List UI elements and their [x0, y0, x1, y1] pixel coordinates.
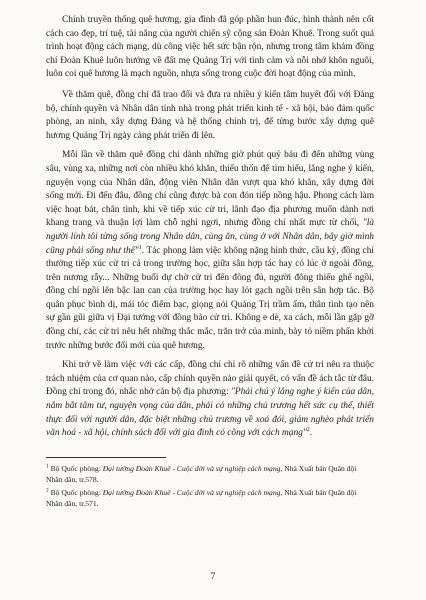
footnote-2-title: Đại tướng Đoàn Khuê - Cuộc đời và sự nghiệp cách mạng: [102, 488, 281, 498]
footnote-1-publisher: , Nhà Xuất bản Quân đội Nhân dân, tr.578.: [46, 463, 357, 484]
paragraph-3-quote: "là người lính tôi từng sống trong Nhân dân, cùng ăn, cùng ở với Nhân dân, bây giờ mình cũng phải sống như thế": [46, 218, 374, 256]
footnote-2: [46, 488, 374, 510]
footnote-2-number: 2: [46, 487, 49, 494]
footnote-ref-2: 2: [306, 427, 310, 434]
footnote-divider: [46, 457, 166, 458]
paragraph-3-text-before-quote: Mỗi lần về thăm quê đồng chí dành những giờ phút quý báu đi đến những vùng sâu, vùng xa, những nơi còn nhiều khó khăn, thiếu thốn để tìm hiểu, lắng nghe ý kiến, nguyện vọng của Nhân dân, động viên Nhân dân vượt qua khó khăn, xây dựng đời sống mới. Đi đến đâu, đồng chí cũng được bà con đón tiếp nồng hậu. Phong cách làm việc hoạt bát, chân tình, khi về tiếp xúc cử tri, lãnh đạo địa phương muốn dành nơi khang trang và thuận lợi làm chỗ nghỉ ngơi, nhưng đồng chí nhất mực từ chối,: [46, 150, 374, 229]
footnote-1-source: Bộ Quốc phòng:: [48, 463, 103, 473]
footnote-1-number: 1: [46, 463, 49, 470]
footnote-1: [46, 464, 374, 486]
paragraph-4: [46, 359, 374, 441]
footnote-2-source: Bộ Quốc phòng:: [48, 488, 103, 498]
footnote-1-title: Đại tướng Đoàn Khuê - Cuộc đời và sự nghiệp cách mạng: [102, 463, 281, 473]
paragraph-1: Chính truyền thống quê hương, gia đình đã góp phần hun đúc, hình thành nên cốt cách cao đẹp, trí tuệ, tài năng của người chiến sỹ cộng sản Đoàn Khuê. Trong suốt quá trình hoạt động cách mạng, dù công việc hết sức bận rộn, nhưng trong tâm khảm đồng chí Đoàn Khuê luôn hướng về đất mẹ Quảng Trị với tình cảm và nỗi nhớ khôn nguôi, luôn coi quê hương là mạch nguồn, nhựa sống trong cuộc đời hoạt động của mình.: [46, 15, 374, 80]
paragraph-3: [46, 149, 374, 353]
paragraph-4-quote: "Phải chú ý lắng nghe ý kiến của dân, nắm bắt tâm tư, nguyện vọng của dân, phải có những chủ trương hết sức cụ thể, thiết thực đối với người dân, đặc biệt những chủ trương về xoá đói, giảm nghèo phát triển văn hoá - xã hội, chính sách đối với gia đình có công với cách mạng": [46, 387, 374, 439]
page-number: 7: [210, 572, 216, 582]
footnote-2-publisher: , Nhà Xuất bản Quân đội Nhân dân, tr.571.: [46, 488, 357, 509]
paragraph-2: Về thăm quê, đồng chí đã trao đổi và đưa ra nhiều ý kiến tâm huyết đối với Đảng bộ, chính quyền và Nhân dân tỉnh nhà trong phát triển kinh tế - xã hội, bảo đảm quốc phòng, an ninh, xây dựng Đảng và hệ thống chính trị, để từng bước xây dựng quê hương Quảng Trị ngày càng phát triển đi lên.: [46, 89, 374, 141]
paragraph-4-text-after-quote: .: [309, 428, 313, 439]
footnote-ref-1: 1: [138, 244, 142, 251]
paragraph-3-text-after-quote: . Tác phong làm việc không nặng hình thức, cầu kỳ, đồng chí thường tiếp xúc cử tri cả trong trường học, giữa sân hợp tác hay có lúc ở ngoài đồng, trên nương rẫy... Những buổi dự chờ cử tri đến đông đủ, người đông thiếu ghế ngồi, đồng chí ngồi lên bậc lan can của trường học hay lót gạch ngồi trên sân hợp tác. Bộ quân phục bình dị, mái tóc điểm bạc, giọng nói Quảng Trị trầm ấm, thân tình tạo nên sự gần gũi giữa vị Đại tướng với đồng bào cử tri. Không e dè, xa cách, mỗi lần gặp gỡ đồng chí, các cử tri nêu hết những thắc mắc, trăn trở của mình, bày tỏ niềm phấn khởi trước những bước đổi mới của quê hương.: [46, 245, 374, 351]
paragraph-4-text-before-quote: Khi trở về làm việc với các cấp, đồng chí chỉ rõ những vấn đề cử tri nêu ra thuộc trách nhiệm của cơ quan nào, cấp chính quyền nào giải quyết, có vấn đề ách tắc từ đâu. Đồng chí trong đó, nhắc nhở cán bộ địa phương:: [46, 360, 374, 398]
